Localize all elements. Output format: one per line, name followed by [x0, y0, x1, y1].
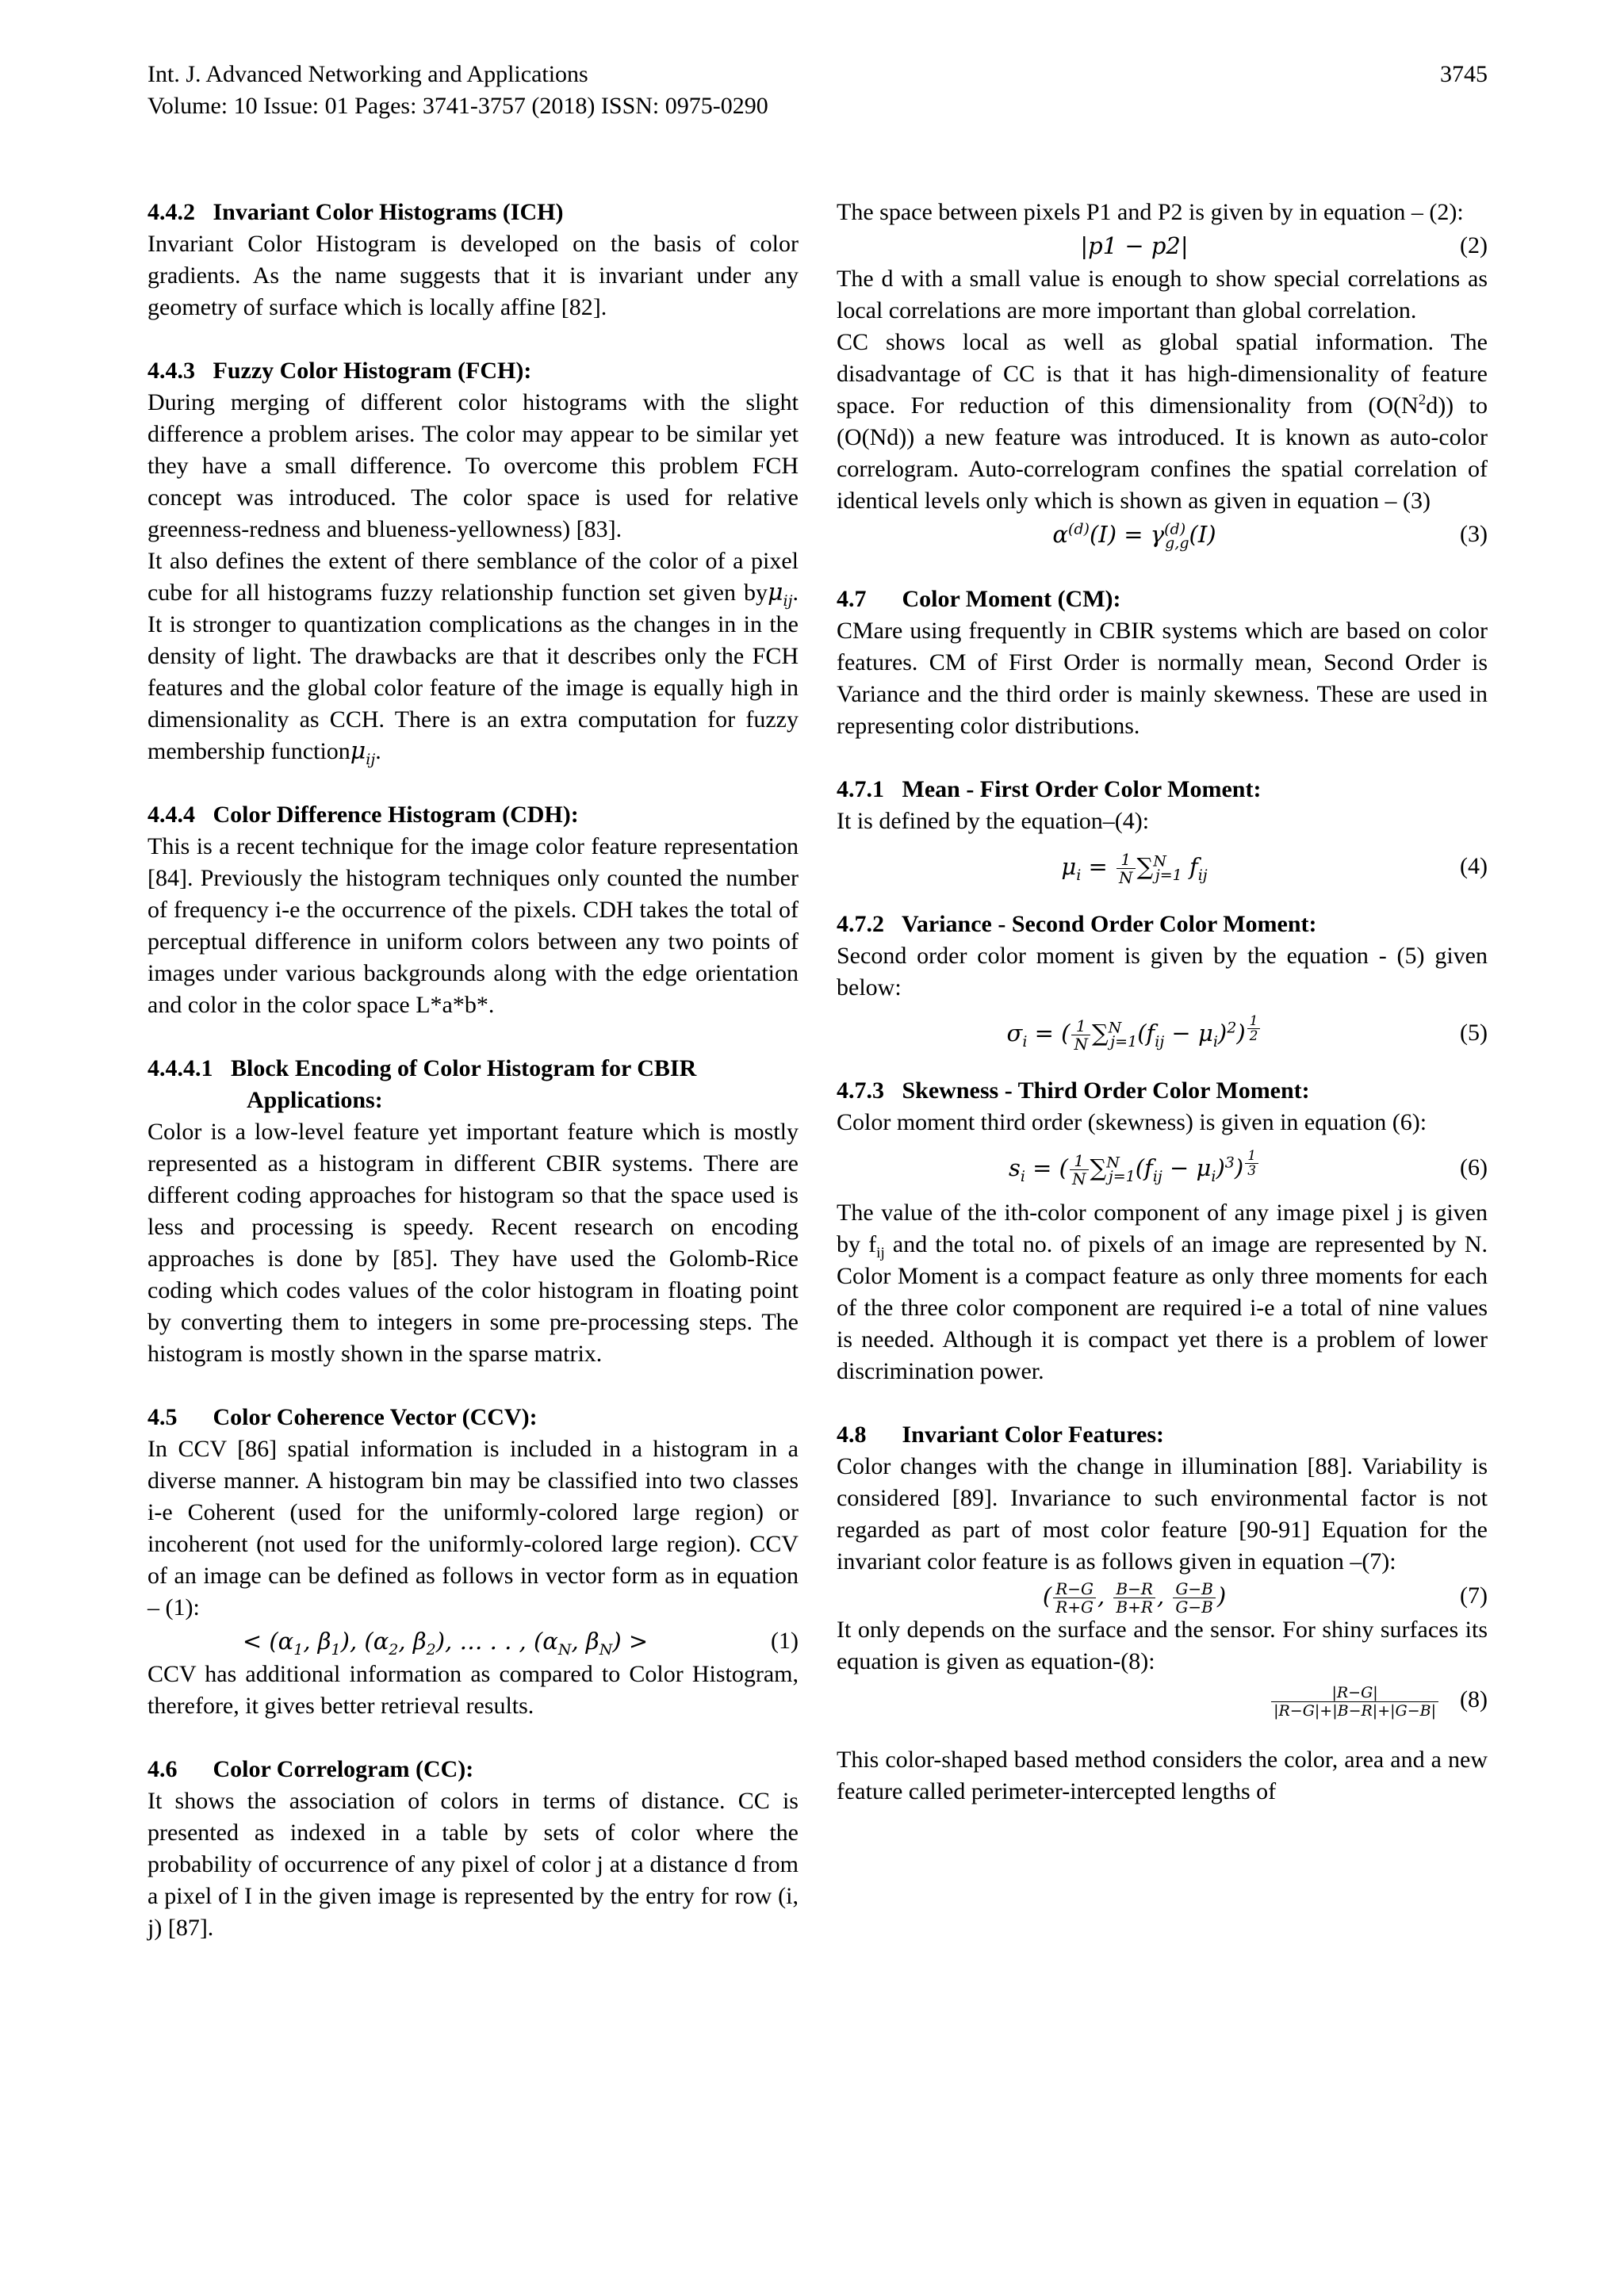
paragraph: The value of the ith-color component of any image pixel j is given by $f_{ij}$ and the total no. of pixels of an image are represented by N. Color Moment is a compact feature as only three moments for each of the three color component are required i-e a total of nine values is needed. Although it is compact yet there is a problem of lower discrimination power. [837, 1200, 1488, 1384]
section-heading-4-6 [147, 1754, 799, 1785]
equation-8 [837, 1678, 1488, 1722]
paragraph: CC shows local as well as global spatial information. The disadvantage of CC is that it has high-dimensionality of feature space. For reduction of this dimensionality from $(O(N^2d))$ to (O(Nd)) a new feature was introduced. It is known as auto-color correlogram. Auto-correlogram confines the spatial correlation of identical levels only which is shown as given in equation – (3) [837, 329, 1488, 514]
section-heading-4-7-2 [837, 909, 1488, 940]
equation-number: (5) [1460, 1020, 1488, 1046]
paragraph: In CCV [86] spatial information is included in a histogram in a diverse manner. A histogram bin may be classified into two classes i-e Coherent (used for the uniformly-colored large region) or incoherent (not used for the uniformly-colored large region). CCV of an image can be defined as follows in vector form as in equation – (1): [147, 1436, 799, 1621]
left-column [147, 197, 799, 1944]
equation-5 [837, 1004, 1488, 1062]
text-run: d)) to (O(Nd)) a new feature was introduced. It is known as auto-color correlogram. Auto-correlogram confines the spatial correlation of identical levels only which is shown as given in equation – (3) [837, 392, 1488, 514]
journal-name: Int. J. Advanced Networking and Applications [147, 61, 588, 87]
equation-3 [837, 517, 1488, 552]
paragraph: CCV has additional information as compared to Color Histogram, therefore, it gives better retrieval results. [147, 1661, 799, 1719]
equation-number: (3) [1460, 521, 1488, 547]
section-number: 4.8 [837, 1422, 867, 1448]
section-heading-4-7-1 [837, 774, 1488, 806]
section-title: Color Difference Histogram (CDH): [213, 802, 579, 828]
math-mu-ij: $\mu_{ij}$ [768, 579, 793, 610]
volume-info: Volume: 10 Issue: 01 Pages: 3741-3757 (2018) ISSN: 0975-0290 [147, 93, 768, 119]
equation-number: (7) [1460, 1582, 1488, 1609]
paragraph: This color-shaped based method considers the color, area and a new feature called perimeter-intercepted lengths of [837, 1747, 1488, 1804]
section-heading-4-7 [837, 584, 1488, 615]
section-title: Invariant Color Features: [902, 1422, 1165, 1448]
section-number: 4.4.4.1 [147, 1055, 213, 1081]
section-title: Block Encoding of Color Histogram for CBIR [231, 1055, 697, 1081]
equation-body: $\mu_i$ = $\frac{1}{N}$ ∑$^N_{j=1}$ $f_{ij}$ [1061, 849, 1208, 887]
section-number: 4.7 [837, 586, 867, 612]
section-heading-4-5 [147, 1402, 799, 1433]
right-column [837, 197, 1488, 1808]
paragraph: Invariant Color Histogram is developed on the basis of color gradients. As the name suggests that it is invariant under any geometry of surface which is locally affine [82]. [147, 231, 799, 320]
section-title: Mean - First Order Color Moment: [902, 776, 1262, 802]
paragraph: Color is a low-level feature yet important feature which is mostly represented as a histogram in different CBIR systems. There are different coding approaches for histogram so that the space used is less and processing is speedy. Recent research on encoding approaches is done by [85]. They have used the Golomb-Rice coding which codes values of the color histogram in floating point by converting them to integers in some pre-processing steps. The histogram is mostly shown in the sparse matrix. [147, 1119, 799, 1367]
paragraph: It is defined by the equation–(4): [837, 808, 1150, 834]
section-heading-4-4-4 [147, 799, 799, 831]
paragraph: Color moment third order (skewness) is given in equation (6): [837, 1109, 1427, 1135]
paragraph [147, 545, 799, 767]
section-number: 4.4.4 [147, 802, 195, 828]
paragraph: CMare using frequently in CBIR systems which are based on color features. CM of First Order is normally mean, Second Order is Variance and the third order is mainly skewness. These are used in representing color distributions. [837, 618, 1488, 739]
text-run: and the total no. of pixels of an image are represented by N. Color Moment is a compact feature as only three moments for each of the three color component are required i-e a total of nine values is needed. Although it is compact yet there is a problem of lower discrimination power. [837, 1231, 1488, 1384]
section-number: 4.5 [147, 1404, 178, 1430]
paragraph: The space between pixels P1 and P2 is given by in equation – (2): [837, 199, 1464, 225]
equation-7 [837, 1578, 1488, 1617]
equation-1 [147, 1624, 799, 1659]
paragraph: The d with a small value is enough to show special correlations as local correlations are more important than global correlation. [837, 266, 1488, 323]
text-run: CC shows local as well as global spatial information. The disadvantage of CC is that it has high-dimensionality of feature space. For reduction of this dimensionality from (O(N [837, 329, 1488, 419]
page-number: 3745 [1440, 61, 1488, 87]
equation-body: $\frac{|R-G|}{|R-G|+|B-R|+|G-B|}$ [1270, 1678, 1440, 1722]
equation-2 [837, 228, 1488, 263]
section-number: 4.4.3 [147, 358, 195, 384]
equation-body: $s_i$ = ( $\frac{1}{N}$ $\sum^N_{j=1}(f_{ij} - \mu_i)^3$) $^{\frac{1}{3}}$ [837, 1138, 1432, 1197]
paragraph: During merging of different color histograms with the slight difference a problem arises. The color may appear to be similar yet they have a small difference. To overcome this problem FCH concept was introduced. The color space is used for relative greenness-redness and blueness-yellowness) [83]. [147, 389, 799, 542]
paragraph: This is a recent technique for the image color feature representation [84]. Previously the histogram techniques only counted the number of frequency i-e the occurrence of the pixels. CDH takes the total of perceptual difference in uniform colors between any two points of images under various backgrounds along with the edge orientation and color in the color space L*a*b*. [147, 833, 799, 1018]
equation-4 [837, 837, 1488, 896]
equation-number: (2) [1460, 232, 1488, 258]
math-mu-ij: $\mu_{ij}$ [350, 737, 376, 768]
section-title: Invariant Color Histograms (ICH) [213, 199, 564, 225]
section-heading-4-7-3 [837, 1075, 1488, 1107]
section-title: Color Correlogram (CC): [213, 1756, 474, 1782]
equation-body: $\alpha^{(d)}(I) = \gamma^{(d)}_{g,g}(I)$ [1052, 520, 1216, 552]
equation-6 [837, 1138, 1488, 1197]
text-run: It also defines the extent of there semblance of the color of a pixel cube for all histograms fuzzy relationship function set given by [147, 548, 799, 606]
section-title: Color Moment (CM): [902, 586, 1121, 612]
paragraph: Second order color moment is given by the equation - (5) given below: [837, 943, 1488, 1001]
equation-body: < ($\alpha_1$, $\beta_1$), ($\alpha_2$, $\beta_2$), … . . , ($\alpha_N$, $\beta_N$) > [242, 1628, 649, 1659]
section-title-continued: Applications: [247, 1087, 383, 1113]
equation-number: (1) [771, 1628, 799, 1654]
section-heading-4-4-4-1 [147, 1053, 799, 1085]
text-run: . It is stronger to quantization complications as the changes in in the density of light. The drawbacks are that it describes only the FCH features and the global color feature of the image is equally high in dimensionality as CCH. There is an extra computation for fuzzy membership function [147, 580, 799, 764]
section-number: 4.7.1 [837, 776, 884, 802]
equation-body: ( $\frac{R-G}{R+G}$ , $\frac{B-R}{B+R}$ , $\frac{G-B}{G-B}$ ) [1042, 1578, 1227, 1617]
equation-number: (8) [1460, 1686, 1488, 1712]
paragraph: It only depends on the surface and the sensor. For shiny surfaces its equation is given as equation-(8): [837, 1617, 1488, 1674]
section-heading-4-4-2 [147, 197, 799, 228]
section-heading-4-8 [837, 1419, 1488, 1451]
section-title: Variance - Second Order Color Moment: [901, 911, 1317, 937]
paragraph: Color changes with the change in illumination [88]. Variability is considered [89]. Invariance to such environmental factor is not regarded as part of most color feature [90-91] Equation for the invariant color feature is as follows given in equation –(7): [837, 1453, 1488, 1575]
section-title: Fuzzy Color Histogram (FCH): [213, 358, 532, 384]
text-run: The value of the ith-color component of any image pixel j is given by f [837, 1200, 1488, 1257]
equation-body: |p1 − p2| [1080, 232, 1189, 259]
equation-body: $\sigma_i$ = ( $\frac{1}{N}$ $\sum^N_{j=1}(f_{ij} - \mu_i)^2$) $^{\frac{1}{2}}$ [837, 1004, 1432, 1062]
equation-number: (4) [1460, 853, 1488, 879]
running-header [147, 59, 1488, 122]
section-title: Color Coherence Vector (CCV): [213, 1404, 538, 1430]
section-number: 4.7.2 [837, 911, 884, 937]
section-title: Skewness - Third Order Color Moment: [902, 1077, 1310, 1104]
section-number: 4.6 [147, 1756, 178, 1782]
text-run: . [375, 738, 381, 764]
section-heading-4-4-3 [147, 355, 799, 387]
section-number: 4.7.3 [837, 1077, 884, 1104]
equation-number: (6) [1460, 1154, 1488, 1181]
section-number: 4.4.2 [147, 199, 195, 225]
paragraph: It shows the association of colors in terms of distance. CC is presented as indexed in a table by sets of color where the probability of occurrence of any pixel of color j at a distance d from a pixel of I in the given image is represented by the entry for row (i, j) [87]. [147, 1788, 799, 1941]
